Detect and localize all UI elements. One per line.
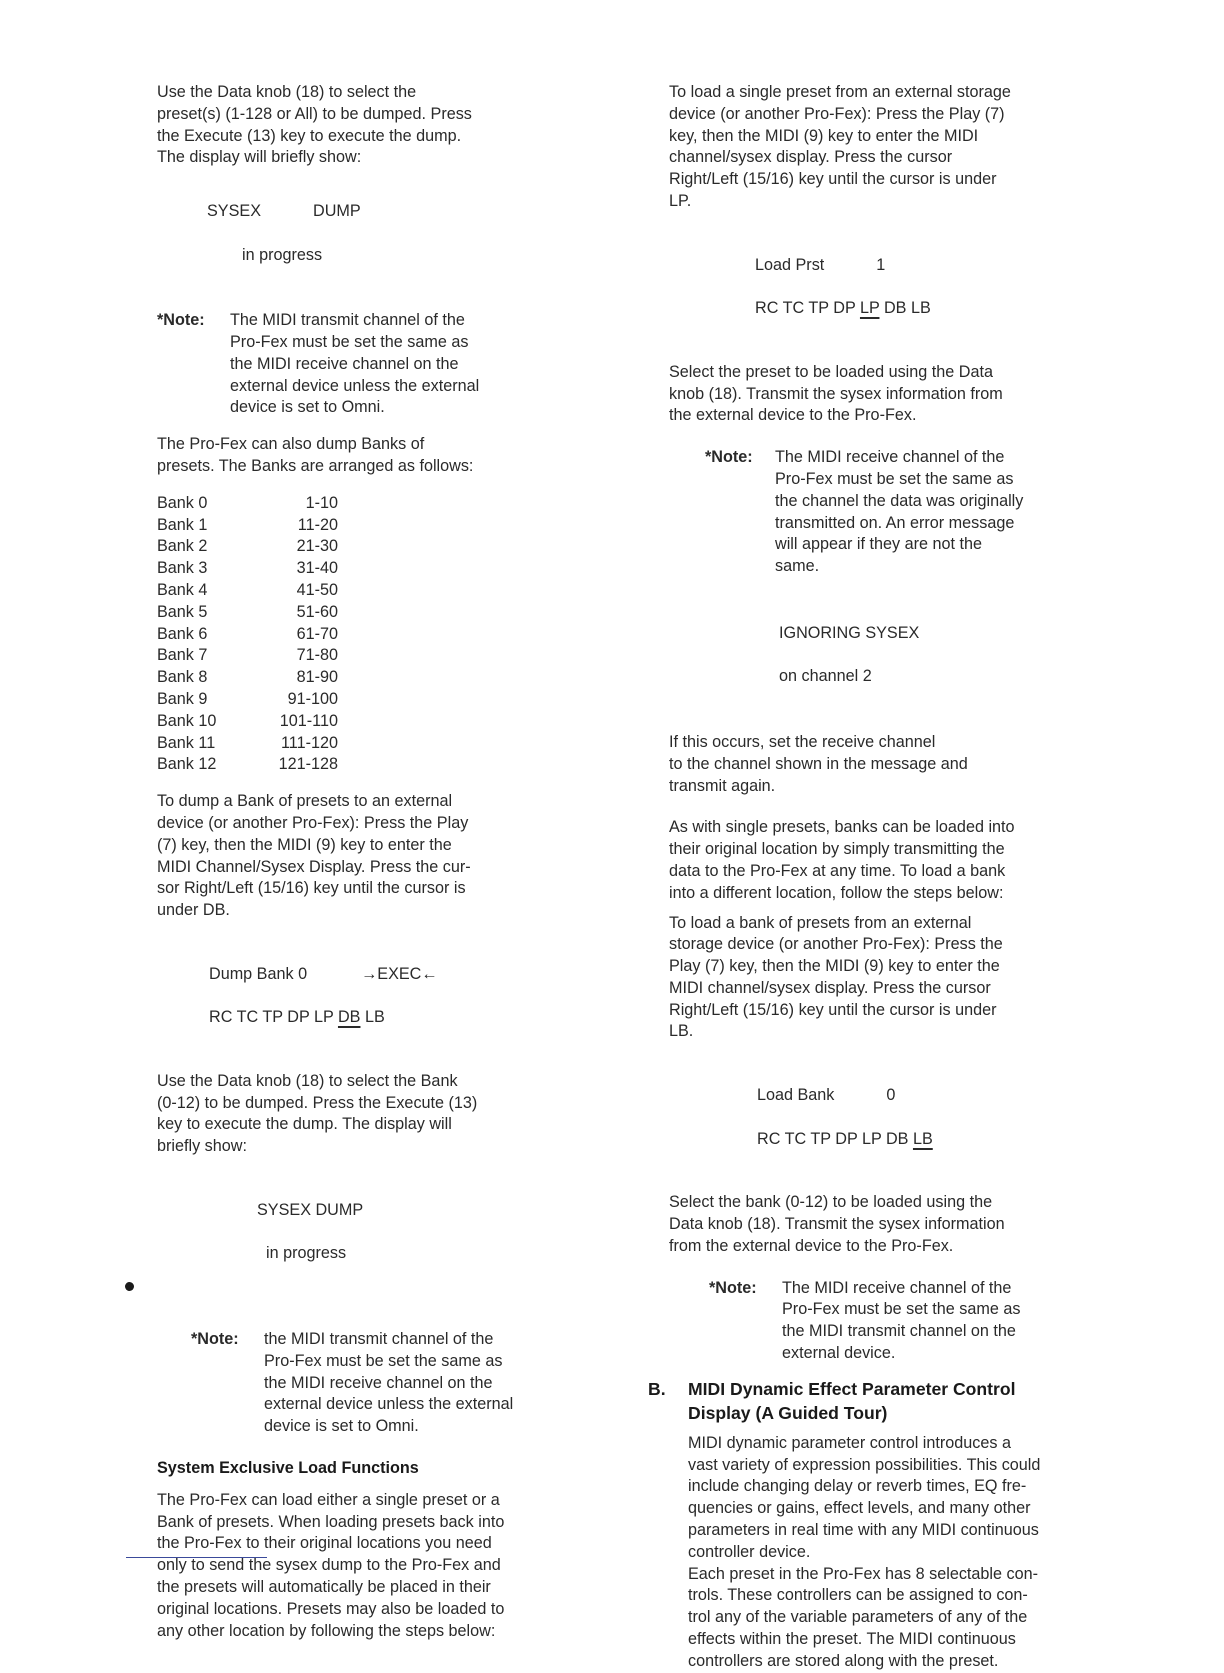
- paragraph-select-preset-load: Select the preset to be loaded using the Data knob (18). Transmit the sysex information from the external device to the Pro-Fex.: [669, 362, 1003, 425]
- lcd-line2-pre: RC TC TP DP LP DB: [757, 1129, 913, 1148]
- bank-range: 91-100: [287, 689, 338, 708]
- bank-row: [157, 558, 338, 580]
- paragraph-load-functions: The Pro-Fex can load either a single preset or a Bank of presets. When loading presets back into the Pro-Fex to their original locations you need only to send the sysex dump to the Pro-Fex and the presets will automatically be placed in their original locations. Presets may also be loaded to any other location by following the steps below:: [157, 1490, 505, 1640]
- bank-row: [157, 580, 338, 602]
- paragraph-dump-banks: The Pro-Fex can also dump Banks of presets. The Banks are arranged as follows:: [157, 435, 474, 475]
- lcd-line1b: →EXEC←: [361, 964, 438, 983]
- bank-range: 31-40: [296, 559, 338, 578]
- paragraph-midi-dynamic: MIDI dynamic parameter control introduces a vast variety of expression possibilities. This could include changing delay or reverb times, EQ fre- quencies or gains, effect levels, and many other parameters in real time with any MIDI continuous controller device.: [688, 1433, 1041, 1561]
- note-label: *Note:: [705, 448, 753, 467]
- bank-name: Bank 3: [157, 559, 208, 578]
- note-text: The MIDI transmit channel of the Pro-Fex must be set the same as the MIDI receive channel on the external device unless the external device is set to Omni.: [230, 311, 480, 417]
- section-heading-sysex-load: System Exclusive Load Functions: [157, 1459, 419, 1478]
- bank-name: Bank 12: [157, 755, 217, 774]
- paragraph-dump-bank-steps: To dump a Bank of presets to an external device (or another Pro-Fex): Press the Play (7) key, then the MIDI (9) key to enter the MIDI Channel/Sysex Display. Press the cur- sor Right/Left (15/16) key until the cursor is under DB.: [157, 792, 471, 920]
- bank-range: 61-70: [296, 624, 338, 643]
- note-text: The MIDI receive channel of the Pro-Fex must be set the same as the MIDI transmit channel on the external device.: [782, 1278, 1021, 1363]
- lcd-line1b: DUMP: [313, 201, 361, 220]
- lcd-line2-post: DB LB: [879, 299, 931, 318]
- bullet-icon: [125, 1282, 134, 1291]
- bank-name: Bank 6: [157, 624, 208, 643]
- note-receive-channel-2: [709, 1278, 1099, 1365]
- note-transmit-channel: [157, 310, 577, 419]
- bank-range: 71-80: [296, 646, 338, 665]
- bank-row: [157, 624, 338, 646]
- bank-table: [157, 493, 338, 776]
- bank-name: Bank 1: [157, 515, 208, 534]
- lcd-line1a: SYSEX: [207, 201, 261, 220]
- paragraph-load-single-preset: To load a single preset from an external storage device (or another Pro-Fex): Press the Play (7) key, then the MIDI (9) key to enter the MIDI channel/sysex display. Press the cursor Right/Left (15/16) key until the cursor is under LP.: [669, 83, 1011, 210]
- lcd-line2-pre: RC TC TP DP LP: [209, 1008, 338, 1027]
- lcd-display-sysex-dump: [207, 179, 577, 288]
- paragraph-load-bank-steps: To load a bank of presets from an external storage device (or another Pro-Fex): Press the Play (7) key, then the MIDI (9) key to enter the MIDI channel/sysex display. Press the cursor Right/Left (15/16) key until the cursor is under LB.: [669, 913, 1003, 1041]
- bank-range: 111-120: [280, 733, 338, 752]
- paragraph-selectable-controls: Each preset in the Pro-Fex has 8 selectable con- trols. These controllers can be assigned to con- trol any of the variable parameters of any of the effects within the preset. The MIDI continuous controllers are stored along with the preset.: [688, 1564, 1039, 1670]
- bank-row: [157, 602, 338, 624]
- bank-name: Bank 7: [157, 646, 208, 665]
- section-b-body: [688, 1433, 1099, 1673]
- note-label: *Note:: [191, 1330, 239, 1349]
- bank-name: Bank 4: [157, 580, 208, 599]
- paragraph-select-bank-load: Select the bank (0-12) to be loaded using the Data knob (18). Transmit the sysex information from the external device to the Pro-Fex.: [669, 1193, 1005, 1255]
- note-label: *Note:: [157, 311, 205, 330]
- bank-row: [157, 536, 338, 558]
- note-receive-channel: [705, 447, 1099, 578]
- lcd-line1: SYSEX DUMP: [257, 1200, 364, 1219]
- lcd-line2: in progress: [266, 1244, 347, 1263]
- bank-range: 121-128: [278, 755, 338, 774]
- left-column: [157, 82, 577, 1642]
- section-title: MIDI Dynamic Effect Parameter Control Display (A Guided Tour): [688, 1378, 1016, 1423]
- lcd-line2-post: LB: [360, 1008, 385, 1027]
- bank-row: [157, 689, 338, 711]
- lcd-line2-pre: RC TC TP DP: [755, 299, 860, 318]
- note-text: The MIDI receive channel of the Pro-Fex must be set the same as the channel the data was originally transmitted on. An error message will appear if they are not the same.: [775, 448, 1024, 576]
- lcd-cursor: DB: [337, 1008, 361, 1027]
- lcd-line2: on channel 2: [779, 667, 872, 686]
- bank-range: 81-90: [296, 668, 338, 687]
- lcd-line2: in progress: [242, 245, 323, 264]
- lcd-display-dump-bank: [209, 942, 577, 1051]
- bank-range: 51-60: [296, 602, 338, 621]
- bank-range: 11-20: [297, 515, 338, 534]
- bank-name: Bank 9: [157, 689, 208, 708]
- bank-name: Bank 2: [157, 537, 208, 556]
- bank-row: [157, 493, 338, 515]
- note-label: *Note:: [709, 1278, 757, 1297]
- lcd-line1a: Load Prst: [755, 255, 825, 274]
- footnote-rule: [126, 1557, 267, 1558]
- bank-row: [157, 667, 338, 689]
- lcd-display-load-bank: [757, 1063, 1099, 1172]
- lcd-line1b: 1: [876, 255, 886, 274]
- lcd-cursor: LB: [912, 1129, 933, 1148]
- bank-row: [157, 515, 338, 537]
- bank-range: 21-30: [296, 537, 338, 556]
- bank-row: [157, 711, 338, 733]
- bank-range: 101-110: [279, 711, 338, 730]
- paragraph-banks-original-location: As with single presets, banks can be loaded into their original location by simply transmitting the data to the Pro-Fex at any time. To load a bank into a different location, follow the steps below:: [669, 818, 1015, 902]
- bank-name: Bank 10: [157, 711, 217, 730]
- right-column: [648, 82, 1099, 1673]
- bank-name: Bank 11: [157, 733, 216, 752]
- bank-range: 1-10: [305, 493, 338, 512]
- paragraph-select-preset: Use the Data knob (18) to select the preset(s) (1-128 or All) to be dumped. Press the Execute (13) key to execute the dump. The display will briefly show:: [157, 83, 472, 167]
- section-heading-b: [648, 1377, 1099, 1425]
- lcd-line1: IGNORING SYSEX: [779, 623, 920, 642]
- paragraph-if-error: If this occurs, set the receive channel to the channel shown in the message and transmit again.: [669, 732, 968, 795]
- bank-row: [157, 645, 338, 667]
- lcd-display-load-preset: [755, 233, 1099, 342]
- bank-row: [157, 754, 338, 776]
- lcd-cursor: LP: [859, 299, 880, 318]
- paragraph-select-bank: Use the Data knob (18) to select the Bank (0-12) to be dumped. Press the Execute (13) key to execute the dump. The display will briefly show:: [157, 1071, 478, 1156]
- bank-name: Bank 5: [157, 602, 208, 621]
- lcd-line1a: Load Bank: [757, 1086, 835, 1105]
- note-text: the MIDI transmit channel of the Pro-Fex must be set the same as the MIDI receive channel on the external device unless the external device is set to Omni.: [264, 1330, 514, 1436]
- lcd-line1a: Dump Bank 0: [209, 964, 308, 983]
- lcd-display-ignoring-sysex: [779, 601, 1099, 710]
- bank-row: [157, 733, 338, 755]
- section-letter: B.: [648, 1378, 666, 1399]
- bank-name: Bank 0: [157, 493, 208, 512]
- bank-name: Bank 8: [157, 668, 208, 687]
- lcd-line1b: 0: [886, 1086, 896, 1105]
- note-transmit-channel-2: [191, 1329, 577, 1438]
- lcd-display-sysex-dump-2: [257, 1178, 577, 1287]
- bank-range: 41-50: [296, 580, 338, 599]
